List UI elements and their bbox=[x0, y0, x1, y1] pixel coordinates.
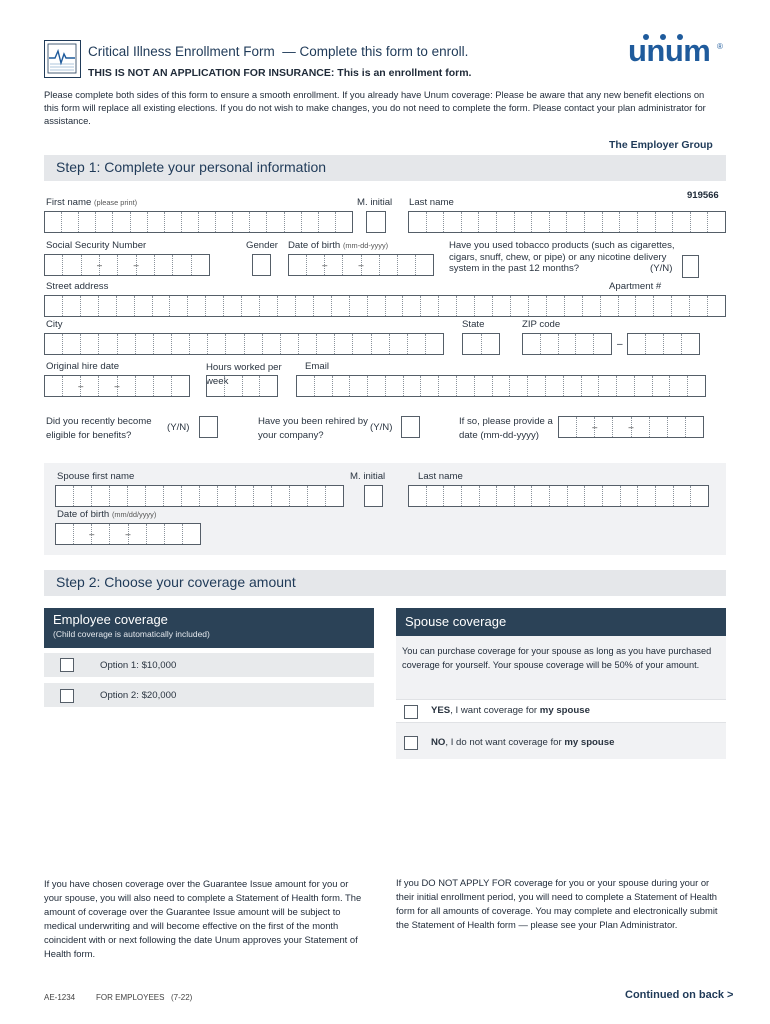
city-label: City bbox=[46, 319, 63, 330]
email-field[interactable] bbox=[296, 375, 706, 397]
last-name-label: Last name bbox=[409, 197, 454, 208]
ssn-label: Social Security Number bbox=[46, 240, 147, 251]
state-label: State bbox=[462, 319, 485, 330]
zip-dash: – bbox=[617, 339, 623, 350]
option-2-row bbox=[44, 683, 374, 707]
eligible-question: Did you recently become eligible for benefits? bbox=[46, 416, 152, 441]
option-2-label: Option 2: $20,000 bbox=[100, 690, 177, 701]
rehired-yn-field[interactable] bbox=[401, 416, 420, 438]
apartment-label: Apartment # bbox=[609, 281, 662, 292]
spouse-coverage-text: You can purchase coverage for your spouse as long as you have purchased coverage for yourself. Your spouse coverage will be 50% of your amount. bbox=[402, 646, 712, 670]
spouse-first-field[interactable] bbox=[55, 485, 344, 507]
late-enrollment-text: If you DO NOT APPLY FOR coverage for you or your spouse during your or their initial enrollment period, you will need to complete a Statement of Health form for all amounts of coverage. You may complete and electronically submit the Statement of Health form — please see your Plan Administrator. bbox=[396, 877, 718, 930]
hours-worked-field[interactable] bbox=[206, 375, 278, 397]
rehired-question: Have you been rehired by your company? bbox=[258, 416, 368, 441]
option-1-row bbox=[44, 653, 374, 677]
option-1-label: Option 1: $10,000 bbox=[100, 660, 177, 671]
option-1-checkbox[interactable] bbox=[60, 658, 74, 672]
form-code-footer: AE-1234 bbox=[44, 993, 76, 1002]
city-field[interactable] bbox=[44, 333, 444, 355]
option-2-checkbox[interactable] bbox=[60, 689, 74, 703]
street-label: Street address bbox=[46, 281, 109, 292]
last-name-field[interactable] bbox=[408, 211, 726, 233]
guarantee-issue-text: If you have chosen coverage over the Guarantee Issue amount for you or your spouse, you will also need to complete a Statement of Health form. The amount of coverage over the Guarantee Issue amount will be subject to medical underwriting and will become effective on the first of the month coincident with or next following the date Unum approves your Statement of Health form. bbox=[44, 878, 362, 959]
dob-label: Date of birth (mm-dd-yyyy) bbox=[288, 240, 389, 251]
audience-footer: FOR EMPLOYEES bbox=[96, 993, 165, 1002]
m-initial-field[interactable] bbox=[366, 211, 386, 233]
hours-worked-label: Hours worked per week bbox=[206, 362, 282, 387]
dob-field[interactable] bbox=[288, 254, 434, 276]
logo-text: unum bbox=[628, 33, 711, 68]
continued-on-back: Continued on back > bbox=[625, 989, 734, 1001]
hire-date-field[interactable] bbox=[44, 375, 190, 397]
email-label: Email bbox=[305, 361, 329, 372]
gender-label: Gender bbox=[246, 240, 278, 251]
tobacco-question: Have you used tobacco products (such as cigarettes, cigars, snuff, chew, or pipe) or any nicotine delivery system in the past 12 months? bbox=[449, 240, 675, 274]
tobacco-yn-label: (Y/N) bbox=[650, 263, 673, 274]
employee-coverage-header bbox=[44, 608, 374, 648]
hire-date-label: Original hire date bbox=[46, 361, 120, 372]
ssn-field[interactable] bbox=[44, 254, 210, 276]
form-title: Critical Illness Enrollment Form — Complete this form to enroll. bbox=[88, 44, 469, 59]
tobacco-yn-field[interactable] bbox=[682, 255, 699, 278]
zip-field[interactable] bbox=[522, 333, 612, 355]
state-field[interactable] bbox=[462, 333, 500, 355]
spouse-coverage-header bbox=[396, 608, 726, 636]
spouse-first-label: Spouse first name bbox=[57, 471, 135, 482]
step2-header: Step 2: Choose your coverage amount bbox=[44, 570, 726, 596]
form-code: 919566 bbox=[687, 190, 719, 201]
zip-label: ZIP code bbox=[522, 319, 561, 330]
if-so-label: If so, please provide a date (mm-dd-yyyy) bbox=[459, 416, 553, 441]
spouse-coverage-title: Spouse coverage bbox=[405, 614, 507, 629]
rehired-yn-label: (Y/N) bbox=[370, 422, 393, 433]
m-initial-label: M. initial bbox=[357, 197, 393, 208]
spouse-no-checkbox[interactable] bbox=[404, 736, 418, 750]
spouse-dob-label: Date of birth (mm/dd/yyyy) bbox=[57, 509, 157, 520]
logo-registered: ® bbox=[717, 42, 723, 51]
first-name-label: First name (please print) bbox=[46, 197, 138, 208]
spouse-mi-label: M. initial bbox=[350, 471, 386, 482]
spouse-no-label: NO, I do not want coverage for my spouse bbox=[431, 737, 615, 748]
spouse-dob-field[interactable] bbox=[55, 523, 201, 545]
eligible-yn-label: (Y/N) bbox=[167, 422, 190, 433]
first-name-field[interactable] bbox=[44, 211, 353, 233]
employer-group: The Employer Group bbox=[609, 139, 713, 151]
date-footer: (7-22) bbox=[171, 993, 193, 1002]
street-field[interactable] bbox=[44, 295, 726, 317]
step1-header: Step 1: Complete your personal information bbox=[44, 155, 726, 181]
spouse-yes-checkbox[interactable] bbox=[404, 705, 418, 719]
child-coverage-note: (Child coverage is automatically included) bbox=[53, 629, 210, 639]
spouse-mi-field[interactable] bbox=[364, 485, 383, 507]
rehire-date-field[interactable] bbox=[558, 416, 704, 438]
spouse-last-label: Last name bbox=[418, 471, 463, 482]
gender-field[interactable] bbox=[252, 254, 271, 276]
form-icon bbox=[44, 40, 81, 78]
intro-text: Please complete both sides of this form to ensure a smooth enrollment. If you already have Unum coverage: Please be aware that any new benefit elections on this form will replace all existing elections. If you do not wish to make changes, you do not need to complete the form. Please contact your plan administrator for assistance. bbox=[44, 89, 706, 126]
spouse-last-field[interactable] bbox=[408, 485, 709, 507]
employee-coverage-title: Employee coverage bbox=[53, 612, 168, 627]
form-subtitle: THIS IS NOT AN APPLICATION FOR INSURANCE: This is an enrollment form. bbox=[88, 67, 472, 79]
spouse-yes-label: YES, I want coverage for my spouse bbox=[431, 705, 590, 716]
eligible-yn-field[interactable] bbox=[199, 416, 218, 438]
zip-ext-field[interactable] bbox=[627, 333, 700, 355]
